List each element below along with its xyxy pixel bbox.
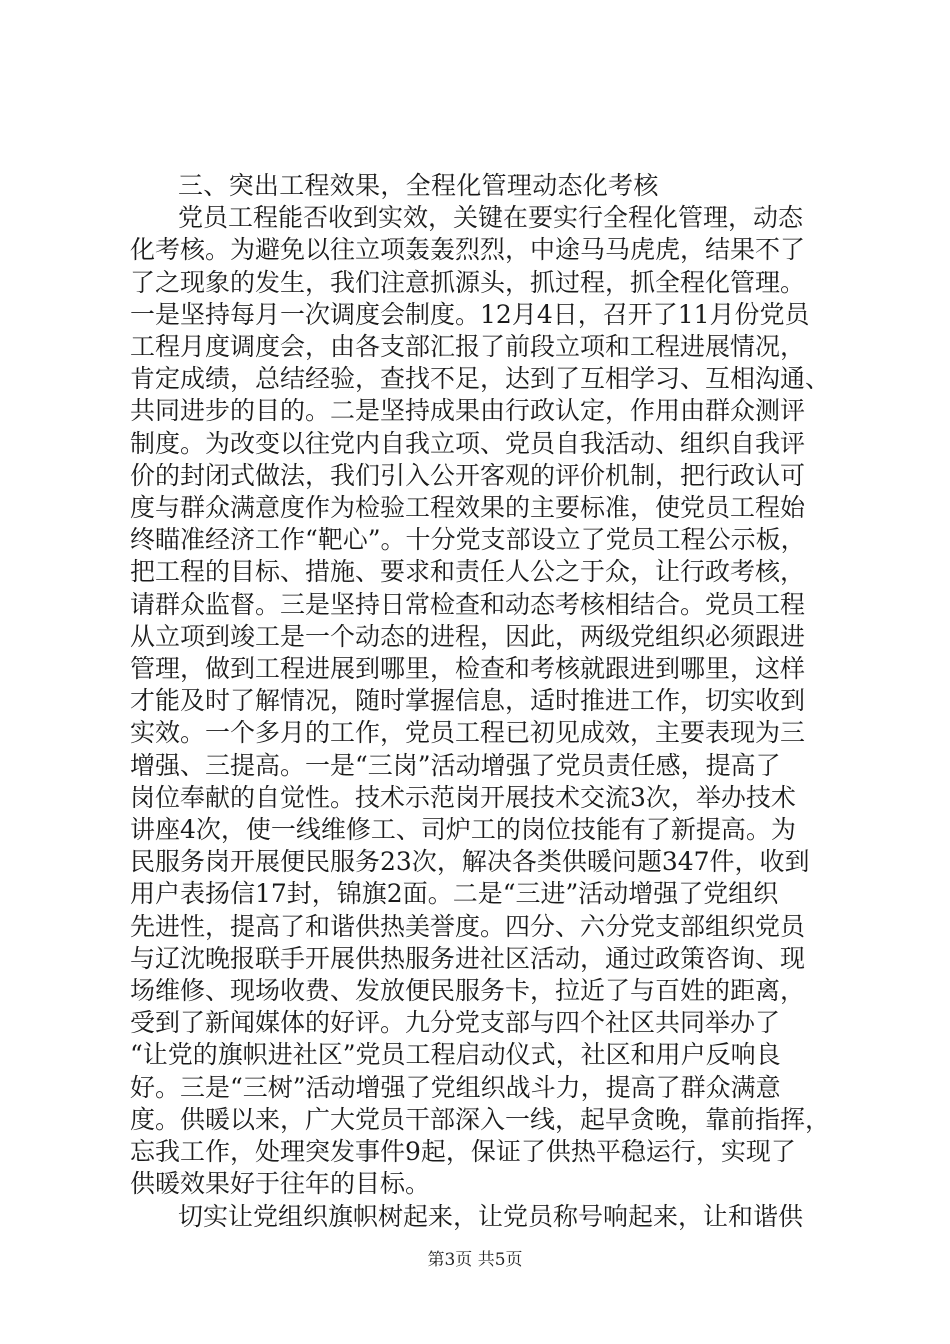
paragraph-2-first-line: 切实让党组织旗帜树起来，让党员称号响起来，让和谐供	[178, 1201, 804, 1231]
paragraph-line: 好。三是“三树”活动增强了党组织战斗力，提高了群众满意	[130, 1072, 781, 1102]
document-body	[130, 170, 830, 1233]
paragraph-line: 度。供暖以来，广大党员干部深入一线，起早贪晚，靠前指挥，	[130, 1104, 831, 1134]
paragraph-line: 一是坚持每月一次调度会制度。12月4日，召开了11月份党员	[130, 299, 810, 329]
paragraph-line: 受到了新闻媒体的好评。九分党支部与四个社区共同举办了	[130, 1008, 781, 1038]
paragraph-line: 实效。一个多月的工作，党员工程已初见成效，主要表现为三	[130, 718, 806, 748]
paragraph-line: 制度。为改变以往党内自我立项、党员自我活动、组织自我评	[130, 428, 806, 458]
paragraph-line: 场维修、现场收费、发放便民服务卡，拉近了与百姓的距离，	[130, 976, 806, 1006]
paragraph-1	[130, 202, 830, 1200]
paragraph-line: 请群众监督。三是坚持日常检查和动态考核相结合。党员工程	[130, 589, 806, 619]
paragraph-line: 用户表扬信17封，锦旗2面。二是“三进”活动增强了党组织	[130, 879, 779, 909]
paragraph-line: 管理，做到工程进展到哪里，检查和考核就跟进到哪里，这样	[130, 654, 806, 684]
paragraph-line: 了之现象的发生，我们注意抓源头，抓过程，抓全程化管理。	[130, 267, 806, 297]
paragraph-line: 增强、三提高。一是“三岗”活动增强了党员责任感，提高了	[130, 750, 781, 780]
paragraph-line: 党员工程能否收到实效，关键在要实行全程化管理，动态	[178, 203, 804, 233]
paragraph-line: 先进性，提高了和谐供热美誉度。四分、六分党支部组织党员	[130, 911, 806, 941]
paragraph-line: 岗位奉献的自觉性。技术示范岗开展技术交流3次，举办技术	[130, 782, 796, 812]
page-number-footer: 第3页 共5页	[427, 1250, 523, 1270]
paragraph-line: 度与群众满意度作为检验工程效果的主要标准，使党员工程始	[130, 493, 806, 523]
paragraph-line: 化考核。为避免以往立项轰轰烈烈，中途马马虎虎，结果不了	[130, 235, 806, 265]
paragraph-line: 讲座4次，使一线维修工、司炉工的岗位技能有了新提高。为	[130, 815, 796, 845]
paragraph-line: 忘我工作，处理突发事件9起，保证了供热平稳运行，实现了	[130, 1137, 796, 1167]
paragraph-line: 才能及时了解情况，随时掌握信息，适时推进工作，切实收到	[130, 686, 806, 716]
paragraph-line: 工程月度调度会，由各支部汇报了前段立项和工程进展情况，	[130, 332, 806, 362]
paragraph-line: 终瞄准经济工作“靶心”。十分党支部设立了党员工程公示板，	[130, 525, 806, 555]
paragraph-line: 民服务岗开展便民服务23次，解决各类供暖问题347件，收到	[130, 847, 810, 877]
paragraph-line: 与辽沈晚报联手开展供热服务进社区活动，通过政策咨询、现	[130, 943, 806, 973]
paragraph-line: 把工程的目标、措施、要求和责任人公之于众，让行政考核，	[130, 557, 806, 587]
paragraph-line: 共同进步的目的。二是坚持成果由行政认定，作用由群众测评	[130, 396, 806, 426]
paragraph-line: 供暖效果好于往年的目标。	[130, 1169, 431, 1199]
section-heading: 三、突出工程效果，全程化管理动态化考核	[178, 171, 659, 200]
paragraph-line: “让党的旗帜进社区”党员工程启动仪式，社区和用户反响良	[130, 1040, 781, 1070]
paragraph-line: 价的封闭式做法，我们引入公开客观的评价机制，把行政认可	[130, 460, 806, 490]
paragraph-line: 肯定成绩，总结经验，查找不足，达到了互相学习、互相沟通、	[130, 364, 831, 394]
paragraph-line: 从立项到竣工是一个动态的进程，因此，两级党组织必须跟进	[130, 621, 806, 651]
